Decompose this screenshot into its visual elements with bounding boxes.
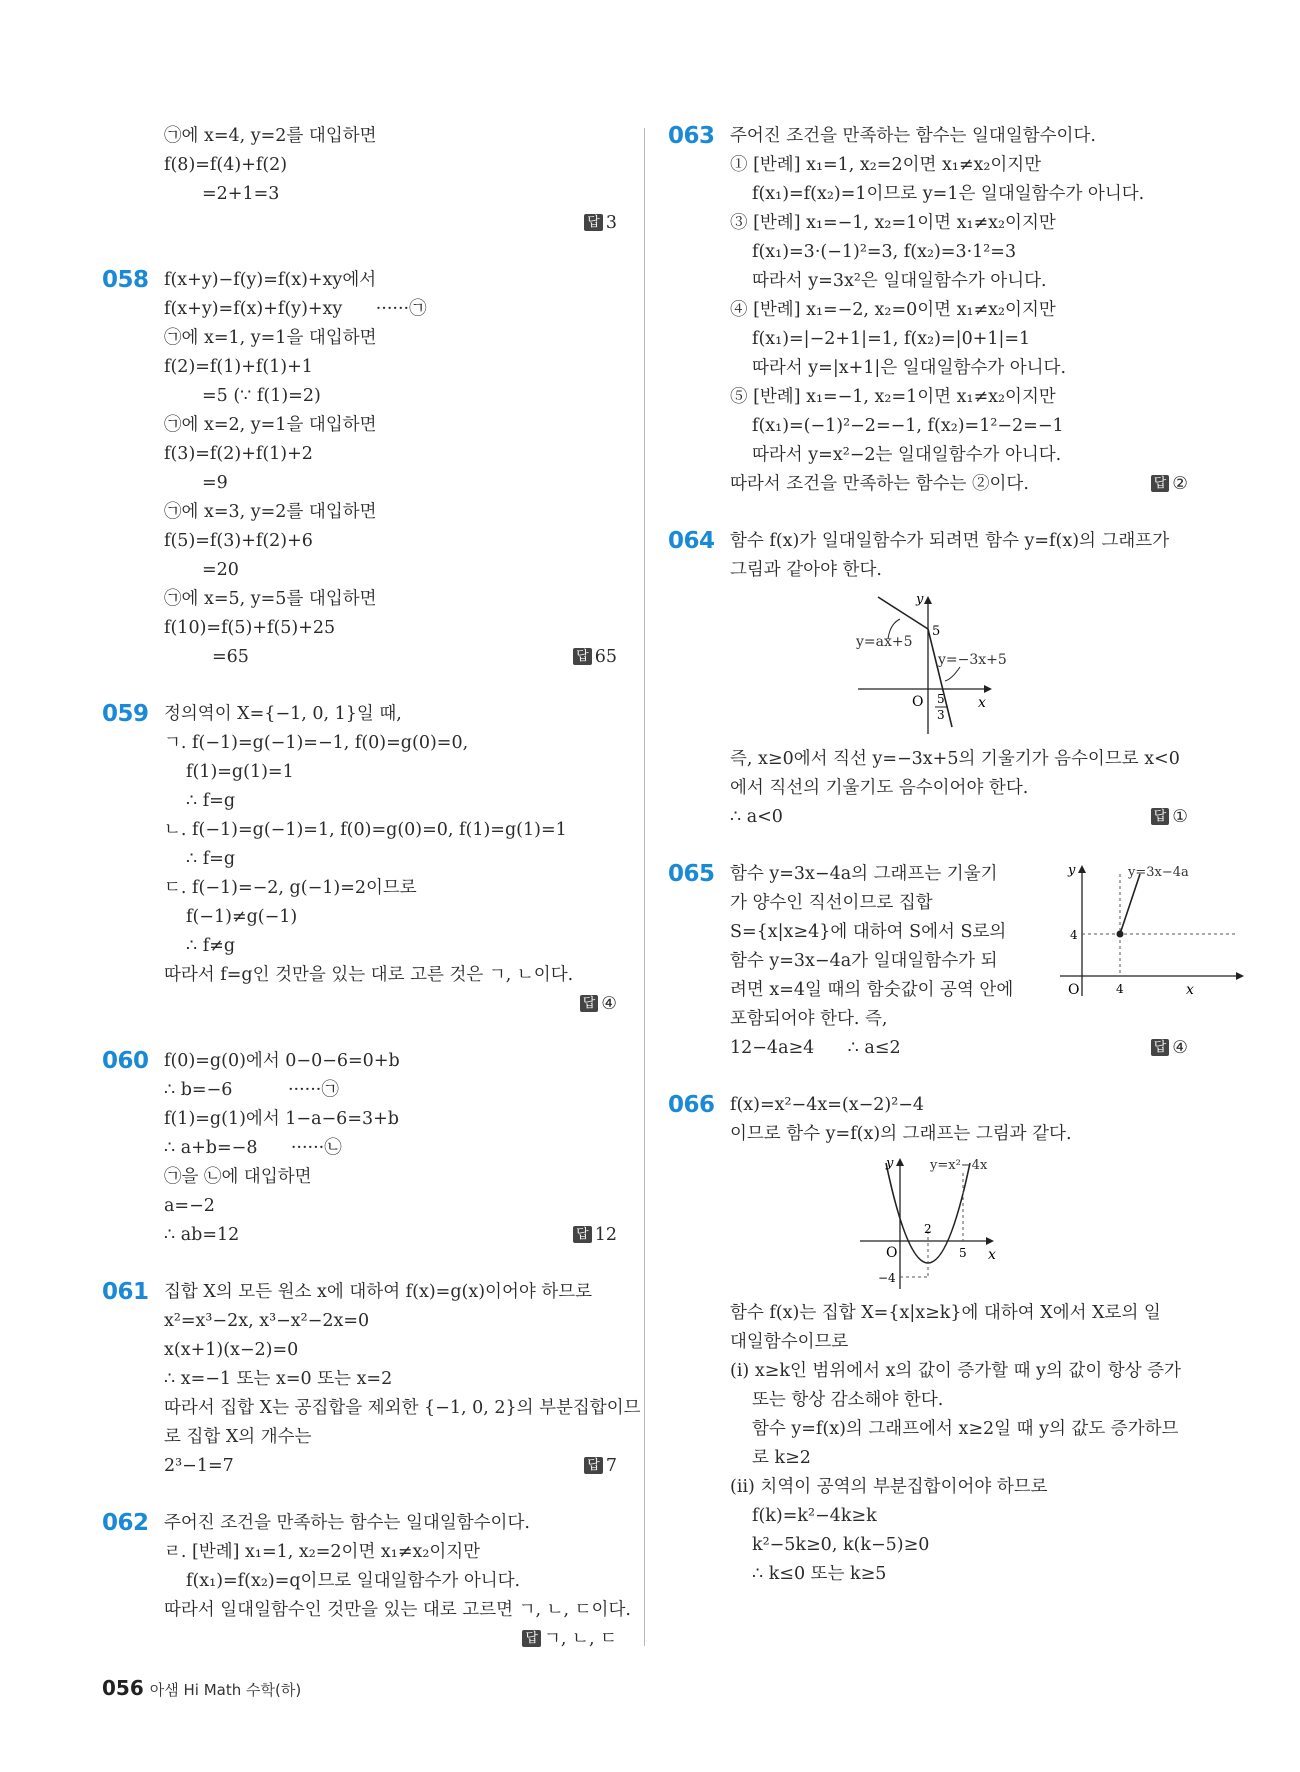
solution-line: ㄷ. f(−1)=−2, g(−1)=2이므로 bbox=[164, 878, 417, 898]
right-column bbox=[668, 122, 1194, 1617]
x-tick-label: 4 bbox=[1116, 982, 1124, 996]
y-axis-arrow bbox=[1078, 865, 1086, 873]
solution-line: (ⅰ) x≥k인 범위에서 x의 값이 증가할 때 y의 값이 항상 증가 bbox=[730, 1361, 1181, 1381]
answer-value: ④ bbox=[601, 994, 617, 1014]
solution-line: f(1)=g(1)=1 bbox=[186, 762, 294, 782]
book-title: 아샘 Hi Math 수학(하) bbox=[149, 1681, 302, 1699]
solution-line: ∴ k≤0 또는 k≥5 bbox=[752, 1564, 887, 1584]
answer-value: 12 bbox=[594, 1225, 617, 1245]
problem-057-continued bbox=[102, 122, 617, 238]
y-axis-label: y bbox=[886, 1156, 894, 1171]
solution-line: ⑤ [반례] x₁=−1, x₂=1이면 x₁≠x₂이지만 bbox=[730, 387, 1056, 407]
line-label: y=3x−4a bbox=[1128, 865, 1189, 880]
solution-line: ∴ f≠g bbox=[186, 936, 236, 956]
solution-line: 이므로 함수 y=f(x)의 그래프는 그림과 같다. bbox=[730, 1124, 1072, 1144]
solution-line: f(1)=g(1)에서 1−a−6=3+b bbox=[164, 1109, 399, 1129]
tick-minus4-label: −4 bbox=[878, 1271, 896, 1285]
problem-number: 065 bbox=[668, 861, 715, 887]
solution-line: 로 k≥2 bbox=[752, 1448, 811, 1468]
solution-line: ① [반례] x₁=1, x₂=2이면 x₁≠x₂이지만 bbox=[730, 155, 1042, 175]
solution-line: =20 bbox=[202, 560, 239, 580]
answer-value: ② bbox=[1172, 474, 1188, 494]
answer-mark: 답 bbox=[573, 648, 592, 665]
solution-line: f(k)=k²−4k≥k bbox=[752, 1506, 877, 1526]
solution-line: ㄴ. f(−1)=g(−1)=1, f(0)=g(0)=0, f(1)=g(1)=1 bbox=[164, 820, 567, 840]
problem-number: 064 bbox=[668, 528, 715, 554]
answer bbox=[164, 209, 617, 238]
problem-063 bbox=[668, 122, 1188, 499]
answer-mark: 답 bbox=[1151, 808, 1170, 825]
y-axis-arrow bbox=[896, 1158, 904, 1166]
solution-line: 따라서 f=g인 것만을 있는 대로 고른 것은 ㄱ, ㄴ이다. bbox=[164, 965, 574, 985]
tick-5-label: 5 bbox=[959, 1246, 967, 1260]
y-axis-label: y bbox=[1068, 863, 1076, 878]
solution-line: f(10)=f(5)+f(5)+25 bbox=[164, 618, 336, 638]
solution-line: 함수 f(x)는 집합 X={x|x≥k}에 대하여 X에서 X로의 일 bbox=[730, 1303, 1161, 1323]
page-number: 056 bbox=[102, 1676, 144, 1700]
solution-line: ㉠에 x=1, y=1을 대입하면 bbox=[164, 328, 377, 348]
problem-number: 063 bbox=[668, 123, 715, 149]
solution-line: ∴ ab=12 bbox=[164, 1225, 240, 1245]
answer-value: ① bbox=[1172, 807, 1188, 827]
solution-line: f(8)=f(4)+f(2) bbox=[164, 155, 288, 175]
solution-line: 따라서 y=x²−2는 일대일함수가 아니다. bbox=[752, 445, 1062, 465]
solution-line: f(x+y)=f(x)+f(y)+xy ······㉠ bbox=[164, 299, 427, 319]
x-intercept-denominator: 3 bbox=[937, 708, 945, 722]
solution-line: 따라서 집합 X는 공집합을 제외한 {−1, 0, 2}의 부분집합이므 bbox=[164, 1398, 641, 1418]
solution-line: ③ [반례] x₁=−1, x₂=1이면 x₁≠x₂이지만 bbox=[730, 213, 1056, 233]
label-right-line: y=−3x+5 bbox=[938, 652, 1007, 668]
answer-mark: 답 bbox=[573, 1226, 592, 1243]
answer bbox=[730, 803, 1188, 832]
answer-mark: 답 bbox=[1151, 1039, 1170, 1056]
solution-line: S={x|x≥4}에 대하여 S에서 S로의 bbox=[730, 922, 1007, 942]
solution-line: f(x₁)=3·(−1)²=3, f(x₂)=3·1²=3 bbox=[752, 242, 1017, 262]
solution-line: ㉠에 x=2, y=1을 대입하면 bbox=[164, 415, 377, 435]
problem-066 bbox=[668, 1091, 1188, 1589]
solution-line: a=−2 bbox=[164, 1196, 215, 1216]
solution-line: 정의역이 X={−1, 0, 1}일 때, bbox=[164, 704, 402, 724]
tick-2-label: 2 bbox=[924, 1222, 932, 1236]
answer-value: 3 bbox=[605, 213, 617, 233]
problem-059 bbox=[102, 700, 617, 1019]
solution-line: x(x+1)(x−2)=0 bbox=[164, 1340, 299, 1360]
origin-label: O bbox=[1068, 982, 1080, 998]
solution-line: f(x₁)=(−1)²−2=−1, f(x₂)=1²−2=−1 bbox=[752, 416, 1064, 436]
problem-number: 058 bbox=[102, 267, 149, 293]
x-axis-arrow bbox=[1236, 972, 1244, 980]
solution-line: x²=x³−2x, x³−x²−2x=0 bbox=[164, 1311, 370, 1331]
problem-number: 059 bbox=[102, 701, 149, 727]
solution-line: 대일함수이므로 bbox=[730, 1332, 849, 1352]
label-left-line: y=ax+5 bbox=[856, 634, 913, 650]
solution-line: 따라서 y=|x+1|은 일대일함수가 아니다. bbox=[752, 358, 1067, 378]
solution-line: 즉, x≥0에서 직선 y=−3x+5의 기울기가 음수이므로 x<0 bbox=[730, 749, 1180, 769]
problem-065 bbox=[668, 860, 1194, 1063]
solution-line: 따라서 y=3x²은 일대일함수가 아니다. bbox=[752, 271, 1047, 291]
x-axis-arrow bbox=[986, 1237, 994, 1245]
solution-line: ㄹ. [반례] x₁=1, x₂=2이면 x₁≠x₂이지만 bbox=[164, 1542, 481, 1562]
graph-065 bbox=[1060, 860, 1250, 1000]
solution-line: f(x)=x²−4x=(x−2)²−4 bbox=[730, 1095, 925, 1115]
answer-mark: 답 bbox=[522, 1630, 541, 1647]
solution-line: ∴ a<0 bbox=[730, 807, 783, 827]
solution-line: 주어진 조건을 만족하는 함수는 일대일함수이다. bbox=[730, 126, 1096, 146]
problem-number: 060 bbox=[102, 1048, 149, 1074]
curve-label: y=x²−4x bbox=[930, 1158, 988, 1173]
solution-line: =2+1=3 bbox=[202, 184, 280, 204]
x-axis-label: x bbox=[1186, 982, 1194, 998]
answer-mark: 답 bbox=[584, 214, 603, 231]
solution-line: 함수 y=3x−4a가 일대일함수가 되 bbox=[730, 951, 998, 971]
problem-062 bbox=[102, 1509, 631, 1654]
solution-line: ㄱ. f(−1)=g(−1)=−1, f(0)=g(0)=0, bbox=[164, 733, 469, 753]
x-axis-label: x bbox=[978, 695, 986, 711]
solution-line: ∴ f=g bbox=[186, 849, 236, 869]
solution-line: =65 bbox=[212, 647, 249, 667]
answer-mark: 답 bbox=[584, 1457, 603, 1474]
solution-line: 함수 f(x)가 일대일함수가 되려면 함수 y=f(x)의 그래프가 bbox=[730, 531, 1170, 551]
solution-line: ㉠에 x=5, y=5를 대입하면 bbox=[164, 589, 377, 609]
answer bbox=[164, 990, 617, 1019]
solution-line: 그림과 같아야 한다. bbox=[730, 560, 882, 580]
solution-line: 2³−1=7 bbox=[164, 1456, 234, 1476]
problem-061 bbox=[102, 1278, 641, 1481]
solution-line: f(−1)≠g(−1) bbox=[186, 907, 298, 927]
answer-value: 7 bbox=[605, 1456, 617, 1476]
solution-line: f(x₁)=|−2+1|=1, f(x₂)=|0+1|=1 bbox=[752, 329, 1031, 349]
pointer-right bbox=[945, 667, 960, 681]
solution-line: f(3)=f(2)+f(1)+2 bbox=[164, 444, 313, 464]
solution-line: f(5)=f(3)+f(2)+6 bbox=[164, 531, 313, 551]
function-line bbox=[1120, 874, 1140, 934]
solution-line: 주어진 조건을 만족하는 함수는 일대일함수이다. bbox=[164, 1513, 530, 1533]
origin-label: O bbox=[912, 694, 924, 710]
parabola bbox=[886, 1163, 970, 1263]
answer-value: ④ bbox=[1172, 1038, 1188, 1058]
problem-060 bbox=[102, 1047, 617, 1250]
solution-line: 집합 X의 모든 원소 x에 대하여 f(x)=g(x)이어야 하므로 bbox=[164, 1282, 593, 1302]
solution-line: ④ [반례] x₁=−2, x₂=0이면 x₁≠x₂이지만 bbox=[730, 300, 1056, 320]
problem-064 bbox=[668, 527, 1188, 832]
answer-value: ㄱ, ㄴ, ㄷ bbox=[544, 1629, 617, 1649]
graph-064 bbox=[730, 589, 1190, 739]
problem-number: 066 bbox=[668, 1092, 715, 1118]
y-axis-label: y bbox=[916, 592, 924, 607]
solution-line: ㉠에 x=4, y=2를 대입하면 bbox=[164, 126, 377, 146]
solution-line: 포함되어야 한다. 즉, bbox=[730, 1009, 888, 1029]
solution-line: 함수 y=f(x)의 그래프에서 x≥2일 때 y의 값도 증가하므 bbox=[752, 1419, 1179, 1439]
y-axis-arrow bbox=[924, 596, 932, 604]
problem-058 bbox=[102, 266, 617, 672]
solution-line: f(0)=g(0)에서 0−0−6=0+b bbox=[164, 1051, 400, 1071]
y-intercept-label: 5 bbox=[932, 624, 941, 639]
column-divider bbox=[644, 128, 645, 1646]
answer-value: 65 bbox=[594, 647, 617, 667]
left-column bbox=[102, 122, 641, 1682]
solution-line: f(2)=f(1)+f(1)+1 bbox=[164, 357, 313, 377]
solution-line: f(x₁)=f(x₂)=1이므로 y=1은 일대일함수가 아니다. bbox=[752, 184, 1145, 204]
solution-line: k²−5k≥0, k(k−5)≥0 bbox=[752, 1535, 930, 1555]
answer-mark: 답 bbox=[580, 995, 599, 1012]
x-axis-arrow bbox=[984, 685, 992, 693]
solution-line: f(x+y)−f(y)=f(x)+xy에서 bbox=[164, 270, 377, 290]
solution-line: ㉠에 x=3, y=2를 대입하면 bbox=[164, 502, 377, 522]
x-axis-label: x bbox=[988, 1247, 996, 1263]
solution-line: 12−4a≥4 ∴ a≤2 bbox=[730, 1038, 901, 1058]
solution-line: ∴ x=−1 또는 x=0 또는 x=2 bbox=[164, 1369, 393, 1389]
solution-line: ㉠을 ㉡에 대입하면 bbox=[164, 1167, 312, 1187]
solution-line: =5 (∵ f(1)=2) bbox=[202, 386, 321, 406]
answer-mark: 답 bbox=[1151, 475, 1170, 492]
solution-line: 가 양수인 직선이므로 집합 bbox=[730, 893, 933, 913]
problem-number: 062 bbox=[102, 1510, 149, 1536]
solution-line: 함수 y=3x−4a의 그래프는 기울기 bbox=[730, 864, 998, 884]
solution-line: 또는 항상 감소해야 한다. bbox=[752, 1390, 944, 1410]
solution-line: 려면 x=4일 때의 함숫값이 공역 안에 bbox=[730, 980, 1014, 1000]
x-intercept-numerator: 5 bbox=[937, 692, 945, 706]
origin-label: O bbox=[886, 1245, 898, 1261]
solution-line: f(x₁)=f(x₂)=q이므로 일대일함수가 아니다. bbox=[186, 1571, 521, 1591]
graph-066 bbox=[730, 1153, 1190, 1293]
start-point bbox=[1117, 931, 1124, 938]
page-footer bbox=[102, 1676, 301, 1700]
solution-line: 로 집합 X의 개수는 bbox=[164, 1427, 312, 1447]
solution-line: ∴ f=g bbox=[186, 791, 236, 811]
solution-line: 에서 직선의 기울기도 음수이어야 한다. bbox=[730, 778, 1029, 798]
solution-line: ∴ a+b=−8 ······㉡ bbox=[164, 1138, 342, 1158]
solution-line: 따라서 조건을 만족하는 함수는 ②이다. bbox=[730, 474, 1029, 494]
answer bbox=[164, 1625, 617, 1654]
solution-line: =9 bbox=[202, 473, 228, 493]
problem-number: 061 bbox=[102, 1279, 149, 1305]
solution-line: 따라서 일대일함수인 것만을 있는 대로 고르면 ㄱ, ㄴ, ㄷ이다. bbox=[164, 1600, 631, 1620]
y-tick-label: 4 bbox=[1070, 928, 1078, 942]
solution-line: (ⅱ) 치역이 공역의 부분집합이어야 하므로 bbox=[730, 1477, 1048, 1497]
solution-line: ∴ b=−6 ······㉠ bbox=[164, 1080, 339, 1100]
